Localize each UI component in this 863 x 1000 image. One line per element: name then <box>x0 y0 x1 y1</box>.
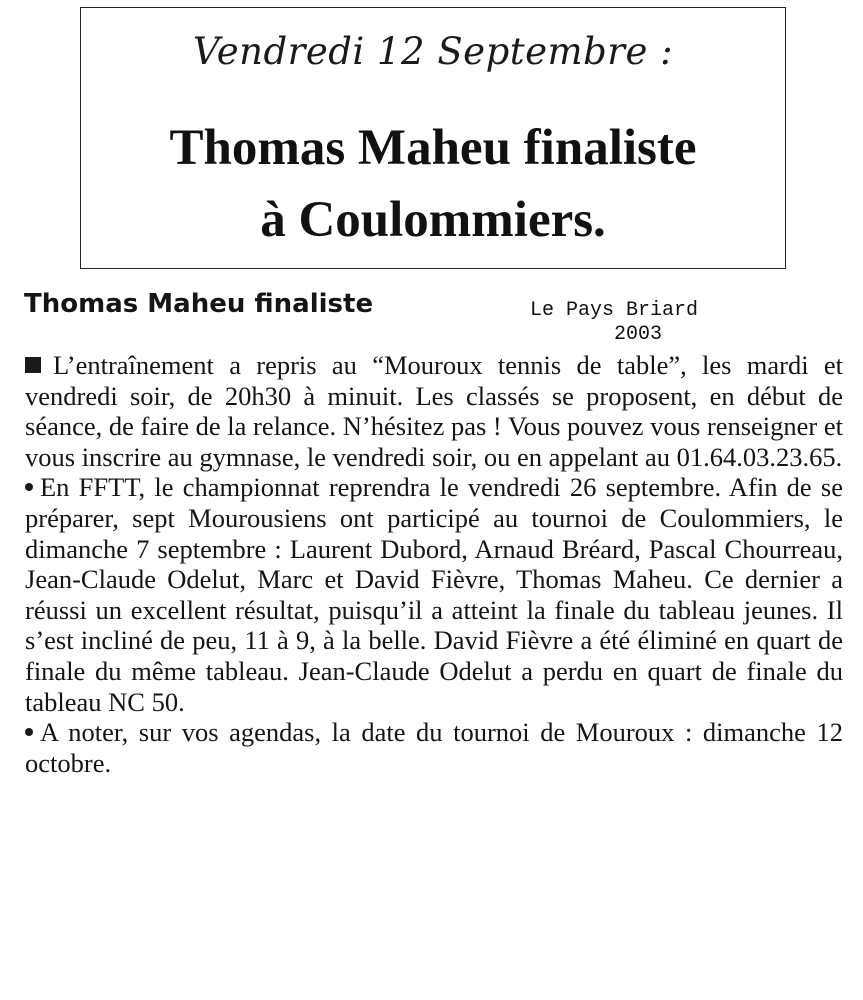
bullet-dot-icon <box>25 483 33 491</box>
headline-box <box>80 7 786 269</box>
article-body <box>25 350 843 778</box>
paragraph-1-text: L’entraînement a repris au “Mouroux tennis de table”, les mardi et vendredi soir, de 20h30 à minuit. Les classés se proposent, en début de séance, de faire de la relance. N’hésitez pas ! Vous pouvez vous renseigner et vous inscrire au gymnase, le vendredi soir, ou en appelant au 01.64.03.23.65. <box>25 350 843 472</box>
headline-line-1: Thomas Maheu finaliste <box>169 120 697 176</box>
headline <box>81 112 785 256</box>
article-title: Thomas Maheu finaliste <box>24 289 374 319</box>
header-date: Vendredi 12 Septembre : <box>192 30 674 73</box>
square-bullet-icon <box>25 357 41 373</box>
source-annotation <box>530 299 698 347</box>
paragraph-1 <box>25 350 843 472</box>
paragraph-2-text: En FFTT, le championnat reprendra le vendredi 26 septembre. Afin de se préparer, sept Mourousiens ont participé au tournoi de Coulommiers, le dimanche 7 septembre : Laurent Dubord, Arnaud Bréard, Pascal Chourreau, Jean-Claude Odelut, Marc et David Fièvre, Thomas Maheu. Ce dernier a réussi un excellent résultat, puisqu’il a atteint la finale du tableau jeunes. Il s’est incliné de peu, 11 à 9, à la belle. David Fièvre a été éliminé en quart de finale du même tableau. Jean-Claude Odelut a perdu en quart de finale du tableau NC 50. <box>25 472 843 717</box>
paragraph-3-text: A noter, sur vos agendas, la date du tournoi de Mouroux : dimanche 12 octobre. <box>25 717 843 778</box>
source-publication: Le Pays Briard <box>530 299 699 322</box>
bullet-dot-icon <box>25 728 33 736</box>
paragraph-3 <box>25 717 843 778</box>
paragraph-2 <box>25 472 843 717</box>
source-year: 2003 <box>614 323 663 346</box>
headline-line-2: à Coulommiers. <box>260 192 606 248</box>
